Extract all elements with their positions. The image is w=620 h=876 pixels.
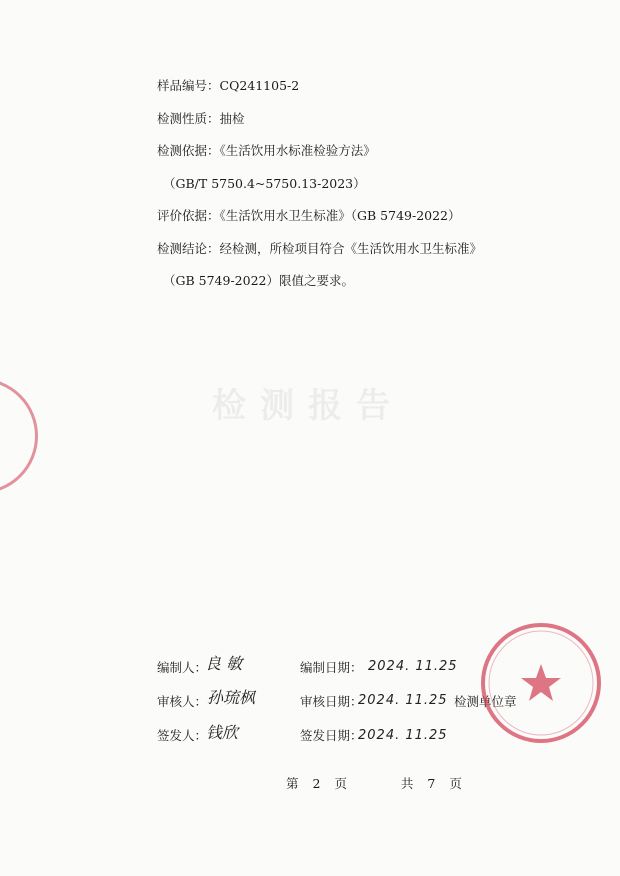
total-prefix: 共 [400, 776, 414, 791]
total-word: 页 [449, 776, 462, 791]
reviewer-label: 审核人： [157, 694, 208, 709]
eval-basis-label: 评价依据： [157, 208, 220, 223]
page-prefix: 第 [286, 776, 299, 791]
test-basis-standard: （GB/T 5750.4~5750.13-2023） [163, 176, 366, 191]
conclusion-line [157, 241, 482, 257]
issuer-label: 签发人： [157, 728, 208, 743]
conclusion-value: 经检测，所检项目符合《生活饮用水卫生标准》 [219, 241, 483, 256]
test-nature-line [157, 111, 245, 127]
eval-basis-value: 《生活饮用水卫生标准》（GB 5749-2022） [219, 208, 461, 223]
eval-basis-line [157, 208, 461, 224]
test-basis-value: 《生活饮用水标准检验方法》 [219, 143, 376, 158]
sample-number-line [157, 78, 299, 94]
review-date-label: 审核日期： [300, 694, 363, 709]
issuer-signature: 钱欣 [206, 723, 239, 742]
page-total: 7 [427, 776, 436, 791]
test-nature-value: 抽检 [219, 111, 245, 126]
compile-date-label: 编制日期： [300, 660, 363, 675]
test-basis-label: 检测依据： [157, 143, 220, 158]
conclusion-continuation: （GB 5749-2022）限值之要求。 [163, 273, 354, 288]
page-number [279, 776, 469, 792]
issue-date: 2024. 11.25 [358, 728, 448, 743]
sample-number-value: CQ241105-2 [219, 78, 300, 93]
page-word: 页 [334, 776, 347, 791]
compiler-signature: 良 敏 [205, 654, 243, 673]
page-current: 2 [312, 776, 321, 791]
sample-number-label: 样品编号： [157, 78, 220, 93]
left-edge-seal [0, 378, 38, 494]
stamp-label: 检测单位章 [454, 694, 517, 709]
compiler-label: 编制人： [157, 660, 208, 675]
reviewer-signature: 孙琉枫 [207, 688, 256, 707]
compile-date: 2024. 11.25 [368, 659, 458, 674]
bleed-through-watermark: 检测报告 [212, 386, 404, 426]
official-seal-stamp [478, 620, 604, 746]
conclusion-label: 检测结论： [157, 241, 220, 256]
test-nature-label: 检测性质： [157, 111, 220, 126]
review-date: 2024. 11.25 [358, 693, 448, 708]
test-basis-line [157, 143, 376, 159]
issue-date-label: 签发日期： [300, 728, 363, 743]
